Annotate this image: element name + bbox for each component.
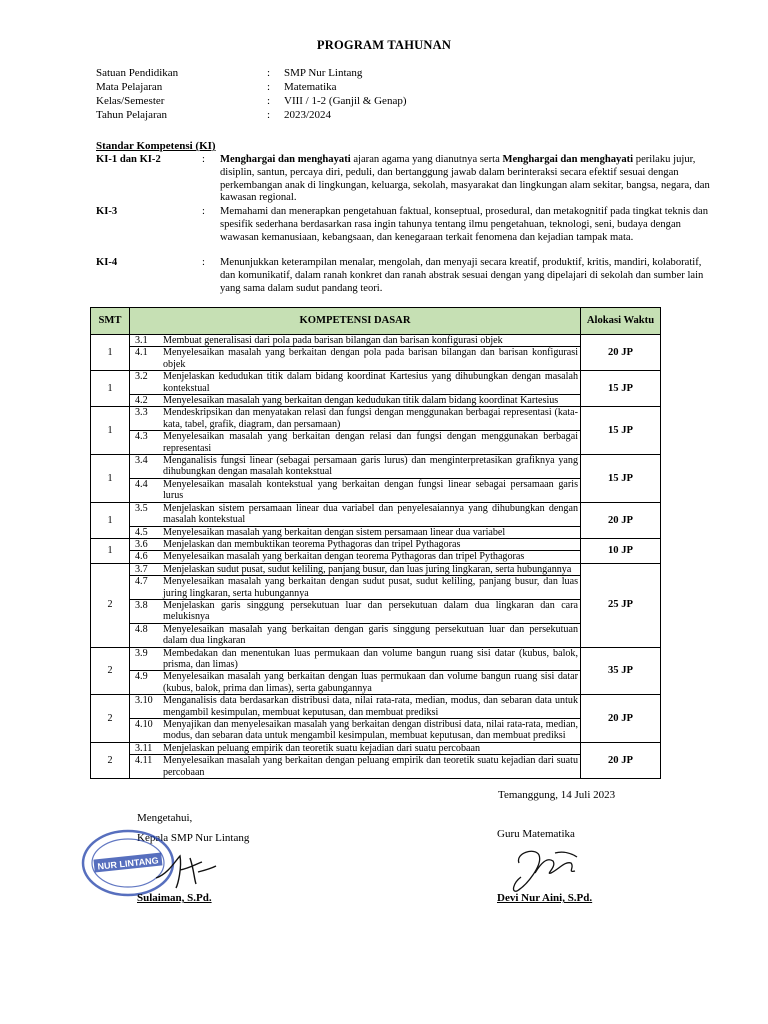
identity-value: VIII / 1-2 (Ganjil & Genap) xyxy=(284,95,407,107)
kd-item xyxy=(130,671,580,694)
kd-number: 4.4 xyxy=(135,478,148,490)
ki-heading: Standar Kompetensi (KI) xyxy=(96,140,216,152)
teacher-name: Devi Nur Aini, S.Pd. xyxy=(497,892,593,904)
table-row xyxy=(91,647,661,695)
kd-number: 4.8 xyxy=(135,623,148,635)
kd-item xyxy=(130,539,580,551)
kd-number: 3.10 xyxy=(135,695,153,707)
kd-item xyxy=(130,503,580,527)
kd-item xyxy=(130,624,580,647)
alokasi-cell: 20 JP xyxy=(581,742,661,778)
alokasi-cell: 15 JP xyxy=(581,455,661,503)
principal-title: Kepala SMP Nur Lintang xyxy=(137,832,250,844)
kd-text: Menyelesaikan masalah yang berkaitan dengan luas permukaan dan volume bangun ruang sisi datar (kubus, balok, prima dan limas), serta gabungannya xyxy=(163,671,578,694)
kd-item xyxy=(130,564,580,576)
header-smt: SMT xyxy=(91,308,130,335)
header-kd: KOMPETENSI DASAR xyxy=(130,308,581,335)
kd-number: 3.6 xyxy=(135,538,148,550)
kd-cell xyxy=(130,455,581,503)
alokasi-cell: 15 JP xyxy=(581,407,661,455)
identity-colon: : xyxy=(267,109,271,121)
ki-text: Memahami dan menerapkan pengetahuan faktual, konseptual, prosedural, dan metakognitif pada tingkat teknis dan spesifik sederhana berdasarkan rasa ingin tahunya tentang ilmu pengetahuan, teknologi, seni, budaya dengan wawasan kemanusiaan, kebangsaan, dan kenegaraan terkait fenomena dan kejadian tampak mata. xyxy=(220,206,709,243)
kd-number: 3.2 xyxy=(135,371,148,383)
kd-item xyxy=(130,455,580,479)
kd-number: 4.9 xyxy=(135,671,148,683)
kd-text: Menganalisis data berdasarkan distribusi data, nilai rata-rata, median, modus, dan sebaran data untuk mengambil kesimpulan, membuat keputusan, dan membuat prediksi xyxy=(163,695,578,718)
kd-text: Menyajikan dan menyelesaikan masalah yang berkaitan dengan distribusi data, nilai rata-rata, median, modus, dan sebaran data untuk mengambil kesimpulan, membuat keputusan, dan membuat prediksi xyxy=(163,719,578,742)
ki-colon: : xyxy=(202,206,205,217)
teacher-title: Guru Matematika xyxy=(497,828,575,840)
identity-colon: : xyxy=(267,81,271,93)
alokasi-cell: 20 JP xyxy=(581,335,661,371)
kd-cell xyxy=(130,335,581,371)
kd-text: Menyelesaikan masalah yang berkaitan dengan sudut pusat, sudut keliling, panjang busur, dan luas juring lingkaran, serta hubungannya xyxy=(163,576,578,599)
table-row xyxy=(91,335,661,371)
kd-cell xyxy=(130,742,581,778)
kd-item xyxy=(130,600,580,624)
ki-text xyxy=(220,154,716,205)
kd-number: 3.5 xyxy=(135,502,148,514)
smt-cell: 1 xyxy=(91,502,130,538)
kd-cell xyxy=(130,407,581,455)
smt-cell: 1 xyxy=(91,538,130,563)
table-row xyxy=(91,742,661,778)
ki-bold: Menghargai dan menghayati xyxy=(502,154,634,165)
kd-text: Membedakan dan menentukan luas permukaan dan volume bangun ruang sisi datar (kubus, balok, prisma, dan limas) xyxy=(163,647,578,670)
ki-text-part: perilaku jujur, disiplin, santun, percaya diri, peduli, dan bertanggung jawab dalam berinteraksi secara efektif sesuai dengan perkembangan anak di lingkungan, keluarga, sekolah, masyarakat dan lingkungan alam sekitar, bangsa, negara, dan kawasan regional. xyxy=(220,154,710,204)
smt-cell: 2 xyxy=(91,563,130,647)
ki-colon: : xyxy=(202,154,205,165)
kd-cell xyxy=(130,538,581,563)
kd-cell xyxy=(130,695,581,743)
kd-item xyxy=(130,395,580,406)
table-row xyxy=(91,455,661,503)
kd-number: 3.3 xyxy=(135,407,148,419)
identity-value: Matematika xyxy=(284,81,337,93)
kd-text: Menjelaskan peluang empirik dan teoretik suatu kejadian dari suatu percobaan xyxy=(163,742,480,754)
identity-value: 2023/2024 xyxy=(284,109,332,121)
kd-number: 3.7 xyxy=(135,563,148,575)
alokasi-cell: 20 JP xyxy=(581,502,661,538)
acknowledge-text: Mengetahui, xyxy=(137,812,193,824)
kd-item xyxy=(130,551,580,562)
kd-cell xyxy=(130,371,581,407)
identity-label: Satuan Pendidikan xyxy=(96,67,179,79)
teacher-signature xyxy=(505,843,585,898)
kd-number: 4.6 xyxy=(135,551,148,563)
kd-item xyxy=(130,695,580,719)
smt-cell: 2 xyxy=(91,647,130,695)
ki-bold: Menghargai dan menghayati xyxy=(220,154,351,165)
alokasi-cell: 20 JP xyxy=(581,695,661,743)
smt-cell: 2 xyxy=(91,742,130,778)
header-alokasi: Alokasi Waktu xyxy=(581,308,661,335)
kd-cell xyxy=(130,502,581,538)
ki-item xyxy=(96,206,716,244)
ki-item xyxy=(96,154,716,205)
alokasi-cell: 10 JP xyxy=(581,538,661,563)
ki-text: Menunjukkan keterampilan menalar, mengolah, dan menyaji secara kreatif, produktif, kritis, mandiri, kolaboratif, dan komunikatif, dalam ranah konkret dan ranah abstrak sesuai dengan yang dipelajari di sekolah dan sumber lain yang sama dalam sudut pandang teori. xyxy=(220,257,704,294)
kd-text: Menyelesaikan masalah yang berkaitan dengan teorema Pythagoras dan tripel Pythagoras xyxy=(163,551,525,563)
kd-item xyxy=(130,576,580,600)
kd-item xyxy=(130,527,580,538)
ki-colon: : xyxy=(202,257,205,268)
smt-cell: 1 xyxy=(91,371,130,407)
kd-number: 4.1 xyxy=(135,347,148,359)
stamp-text: NUR LINTANG xyxy=(97,855,160,872)
kd-item xyxy=(130,719,580,742)
kd-number: 4.7 xyxy=(135,576,148,588)
identity-colon: : xyxy=(267,95,271,107)
table-row xyxy=(91,371,661,407)
kd-item xyxy=(130,431,580,454)
smt-cell: 2 xyxy=(91,695,130,743)
kd-text: Menyelesaikan masalah kontekstual yang berkaitan dengan fungsi linear sebagai persamaan garis lurus xyxy=(163,478,578,502)
ki-key: KI-4 xyxy=(96,257,118,268)
kd-text: Menyelesaikan masalah yang berkaitan dengan kedudukan titik dalam bidang koordinat Kartesius xyxy=(163,395,559,407)
kd-item xyxy=(130,479,580,502)
kd-text: Mendeskripsikan dan menyatakan relasi dan fungsi dengan menggunakan berbagai representasi (kata-kata, tabel, grafik, diagram, dan persamaan) xyxy=(163,407,578,430)
place-date: Temanggung, 14 Juli 2023 xyxy=(498,789,616,801)
table-row xyxy=(91,502,661,538)
table-row xyxy=(91,563,661,647)
identity-row xyxy=(96,80,407,94)
identity-label: Tahun Pelajaran xyxy=(96,109,168,121)
kd-text: Menjelaskan dan membuktikan teorema Pythagoras dan tripel Pythagoras xyxy=(163,538,461,550)
ki-key: KI-3 xyxy=(96,206,118,217)
table-row xyxy=(91,695,661,743)
table-row xyxy=(91,407,661,455)
smt-cell: 1 xyxy=(91,455,130,503)
ki-key: KI-1 dan KI-2 xyxy=(96,154,161,165)
kd-text: Menyelesaikan masalah yang berkaitan dengan sistem persamaan linear dua variabel xyxy=(163,526,506,538)
kd-cell xyxy=(130,647,581,695)
kd-number: 4.2 xyxy=(135,395,148,407)
alokasi-cell: 25 JP xyxy=(581,563,661,647)
kd-item xyxy=(130,371,580,395)
kd-text: Menjelaskan kedudukan titik dalam bidang koordinat Kartesius yang dihubungkan dengan masalah kontekstual xyxy=(163,371,578,394)
identity-row xyxy=(96,108,407,122)
kd-number: 3.1 xyxy=(135,335,148,346)
kd-item xyxy=(130,755,580,778)
kd-text: Menganalisis fungsi linear (sebagai persamaan garis lurus) dan menginterpretasikan grafiknya yang dihubungkan dengan masalah kontekstual xyxy=(163,455,578,478)
kd-text: Menjelaskan sudut pusat, sudut keliling, panjang busur, dan luas juring lingkaran, serta hubungannya xyxy=(163,563,572,575)
kd-number: 4.5 xyxy=(135,526,148,538)
identity-label: Mata Pelajaran xyxy=(96,81,163,93)
identity-block xyxy=(96,66,407,122)
kd-text: Menjelaskan garis singgung persekutuan luar dan persekutuan dalam dua lingkaran dan cara melukisnya xyxy=(163,599,578,623)
table-header-row xyxy=(91,308,661,335)
ki-item xyxy=(96,257,716,295)
kd-text: Menyelesaikan masalah yang berkaitan dengan relasi dan fungsi dengan menggunakan berbagai representasi xyxy=(163,431,578,454)
kd-item xyxy=(130,347,580,370)
kd-text: Menyelesaikan masalah yang berkaitan dengan garis singgung persekutuan luar dan persekutuan dalam dua lingkaran xyxy=(163,623,578,647)
kd-item xyxy=(130,743,580,755)
principal-signature xyxy=(150,848,220,894)
table-body xyxy=(91,335,661,779)
ki-text-part: ajaran agama yang dianutnya serta xyxy=(350,154,503,165)
kd-number: 3.9 xyxy=(135,647,148,659)
kd-item xyxy=(130,407,580,431)
table-row xyxy=(91,538,661,563)
identity-row xyxy=(96,94,407,108)
kd-number: 4.11 xyxy=(135,755,153,767)
alokasi-cell: 35 JP xyxy=(581,647,661,695)
kompetensi-table xyxy=(90,307,661,779)
kd-number: 4.3 xyxy=(135,431,148,443)
kd-item xyxy=(130,335,580,347)
kd-cell xyxy=(130,563,581,647)
kd-text: Menjelaskan sistem persamaan linear dua variabel dan penyelesaiannya yang dihubungkan dengan masalah kontekstual xyxy=(163,502,578,526)
kd-item xyxy=(130,648,580,672)
kd-text: Membuat generalisasi dari pola pada barisan bilangan dan barisan konfigurasi objek xyxy=(163,335,503,346)
principal-name: Sulaiman, S.Pd. xyxy=(137,892,212,904)
identity-label: Kelas/Semester xyxy=(96,95,165,107)
kd-text: Menyelesaikan masalah yang berkaitan dengan peluang empirik dan teoretik suatu kejadian dari suatu percobaan xyxy=(163,755,578,778)
identity-row xyxy=(96,66,407,80)
kd-text: Menyelesaikan masalah yang berkaitan dengan pola pada barisan bilangan dan barisan konfigurasi objek xyxy=(163,347,578,370)
kd-number: 3.8 xyxy=(135,599,148,611)
kd-number: 3.4 xyxy=(135,455,148,467)
document-title: PROGRAM TAHUNAN xyxy=(316,38,452,52)
smt-cell: 1 xyxy=(91,407,130,455)
identity-value: SMP Nur Lintang xyxy=(284,67,363,79)
kd-number: 3.11 xyxy=(135,742,153,754)
smt-cell: 1 xyxy=(91,335,130,371)
alokasi-cell: 15 JP xyxy=(581,371,661,407)
kd-number: 4.10 xyxy=(135,719,153,730)
identity-colon: : xyxy=(267,67,271,79)
